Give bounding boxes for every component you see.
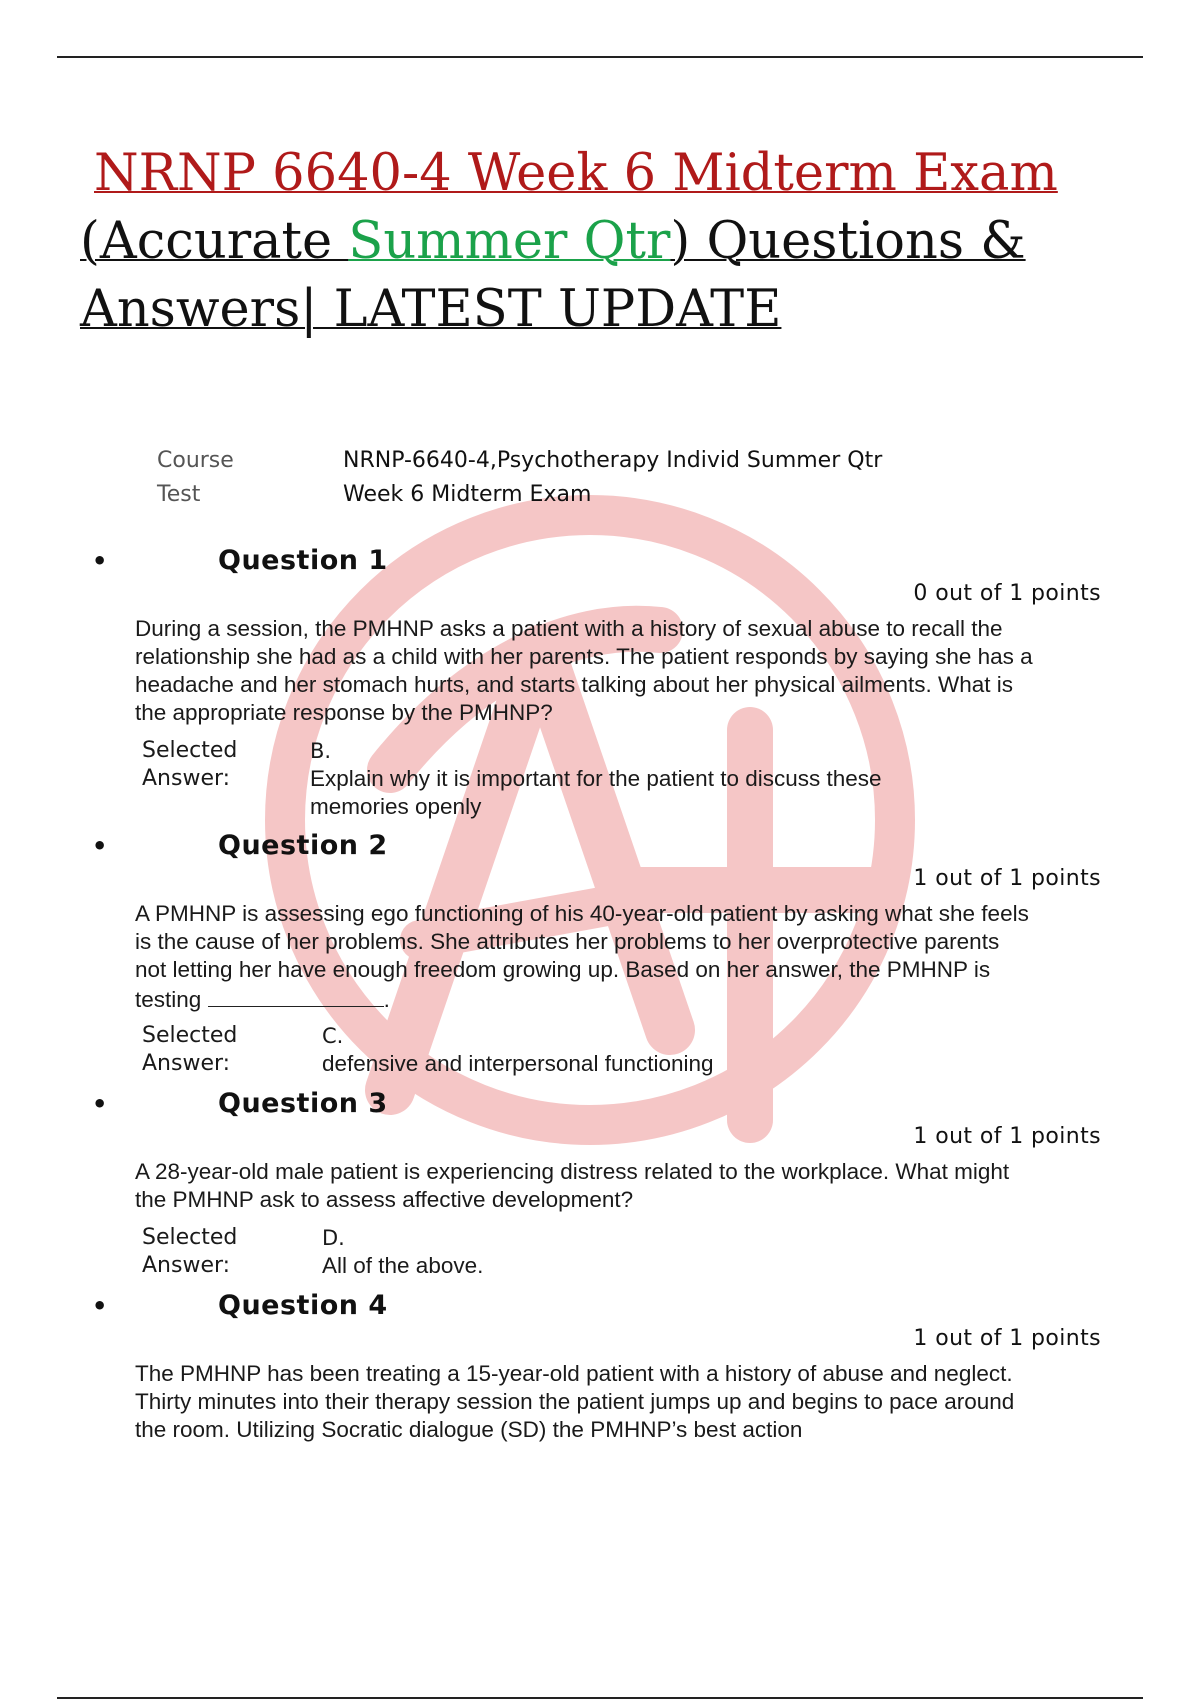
question-header	[0, 1088, 1200, 1124]
selected-answer	[142, 1224, 942, 1280]
course-label: Course	[157, 448, 234, 473]
course-row	[157, 444, 882, 478]
answer-text: defensive and interpersonal functioning	[322, 1051, 714, 1076]
question-points: 1 out of 1 points	[913, 1326, 1101, 1351]
answer-letter: B.	[310, 739, 332, 763]
bullet-icon: •	[92, 832, 108, 860]
question-header	[0, 1290, 1200, 1326]
question-block	[0, 830, 1200, 1076]
answer-letter: C.	[322, 1024, 344, 1048]
exam-meta	[157, 444, 882, 512]
selected-answer-label: Selected Answer:	[142, 738, 238, 791]
answer-text: Explain why it is important for the patient to discuss these memories openly	[310, 766, 882, 819]
test-label: Test	[157, 482, 201, 507]
document-title	[80, 140, 1160, 344]
selected-answer	[142, 737, 930, 821]
question-text: During a session, the PMHNP asks a patient with a history of sexual abuse to recall the relationship she had as a child with her parents. The patient responds by saying she has a headache and her stomach hurts, and starts talking about her physical ailments. What is the appropriate response by the PMHNP?	[135, 616, 1033, 725]
question-block	[0, 545, 1200, 819]
selected-answer-label: Selected Answer:	[142, 1225, 238, 1278]
question-block	[0, 1088, 1200, 1278]
title-line-1: NRNP 6640-4 Week 6 Midterm Exam	[94, 144, 1058, 203]
answer-letter: D.	[322, 1226, 345, 1250]
question-title: Question 3	[218, 1088, 388, 1119]
question-block	[0, 1290, 1200, 1442]
answer-body	[322, 1224, 942, 1280]
fill-in-blank	[208, 984, 384, 1007]
question-text: A 28-year-old male patient is experiencing distress related to the workplace. What might the PMHNP ask to assess affective development?	[135, 1159, 1010, 1212]
course-value: NRNP-6640-4,Psychotherapy Individ Summer Qtr	[343, 448, 883, 473]
question-title: Question 2	[218, 830, 388, 861]
answer-body	[310, 737, 930, 821]
question-text	[135, 900, 1035, 1014]
question-header	[0, 545, 1200, 581]
selected-answer-label: Selected Answer:	[142, 1023, 238, 1076]
question-text: The PMHNP has been treating a 15-year-old patient with a history of abuse and neglect. Thirty minutes into their therapy session the patient jumps up and begins to pace around the room. Utilizing Socratic dialogue (SD) the PMHNP’s best action	[135, 1361, 1015, 1442]
answer-body	[322, 1022, 942, 1078]
question-points: 1 out of 1 points	[913, 866, 1101, 891]
selected-answer	[142, 1022, 942, 1078]
bullet-icon: •	[92, 1090, 108, 1118]
question-title: Question 4	[218, 1290, 388, 1321]
top-rule	[57, 56, 1143, 58]
bullet-icon: •	[92, 1292, 108, 1320]
title-line-3: Answers| LATEST UPDATE	[80, 280, 782, 339]
title-line-2-prefix: (Accurate	[80, 212, 349, 271]
test-row	[157, 478, 882, 512]
bullet-icon: •	[92, 547, 108, 575]
question-header	[0, 830, 1200, 866]
question-points: 0 out of 1 points	[913, 581, 1101, 606]
answer-text: All of the above.	[322, 1253, 484, 1278]
test-value: Week 6 Midterm Exam	[343, 482, 592, 507]
question-text-body: A PMHNP is assessing ego functioning of his 40-year-old patient by asking what she feels is the cause of her problems. She attributes her problems to her overprotective parents not letting her have enough freedom growing up. Based on her answer, the PMHNP is testing	[135, 901, 1029, 1012]
question-text-end: .	[383, 987, 390, 1012]
title-line-2-suffix: ) Questions &	[670, 212, 1026, 271]
title-line-2-highlight: Summer Qtr	[348, 212, 671, 271]
bottom-rule	[57, 1697, 1143, 1699]
question-title: Question 1	[218, 545, 388, 576]
question-points: 1 out of 1 points	[913, 1124, 1101, 1149]
